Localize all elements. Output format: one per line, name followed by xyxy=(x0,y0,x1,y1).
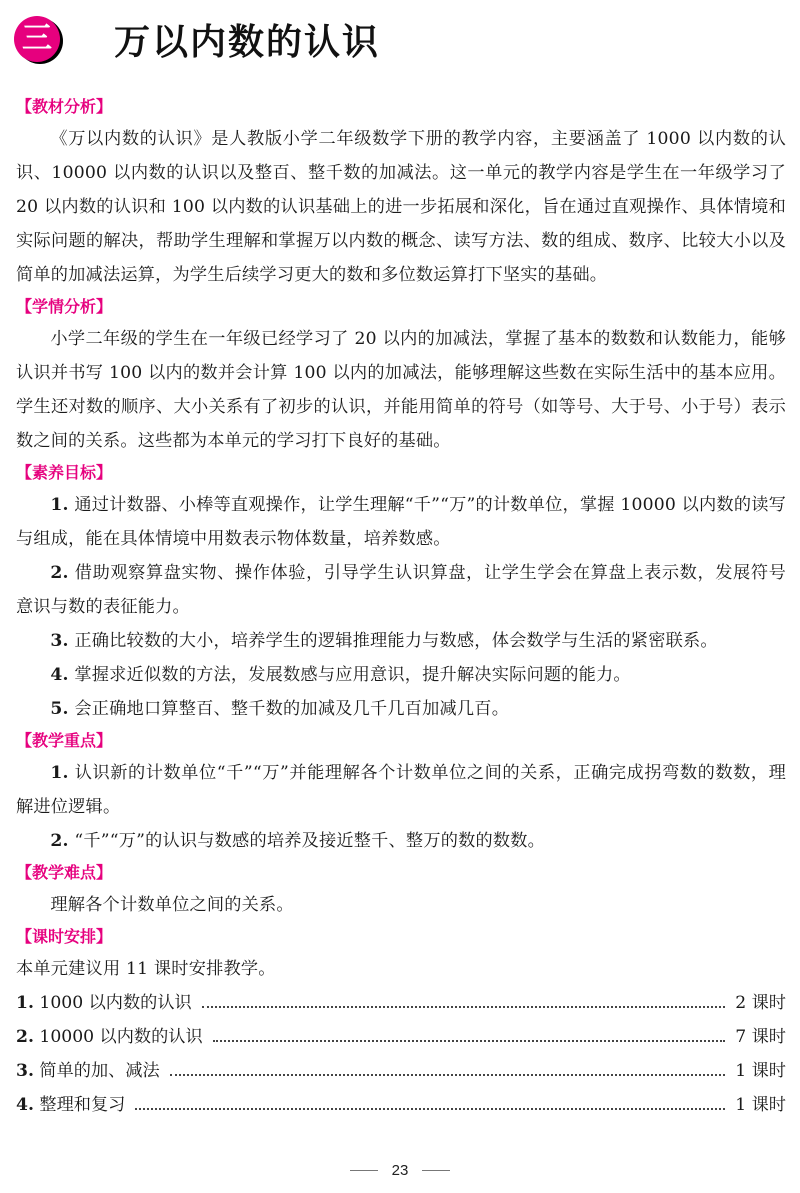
schedule-number: 1. xyxy=(16,993,34,1013)
goal-text: 通过计数器、小棒等直观操作，让学生理解“千”“万”的计数单位，掌握 10000 以内数的读写与组成，能在具体情境中用数表示物体数量，培养数感。 xyxy=(16,495,786,549)
schedule-number: 3. xyxy=(16,1061,34,1081)
schedule-label xyxy=(16,1088,125,1122)
schedule-topic: 10000 以内数的认识 xyxy=(33,1027,203,1047)
schedule-hours: 1 课时 xyxy=(735,1061,786,1081)
goal-text: 会正确地口算整百、整千数的加减及几千几百加减几百。 xyxy=(68,699,510,719)
content-body xyxy=(16,92,786,1122)
schedule-row xyxy=(16,1020,786,1054)
goal-number: 5. xyxy=(50,699,69,719)
schedule-row xyxy=(16,1054,786,1088)
goal-number: 3. xyxy=(50,631,69,651)
dot-leader xyxy=(202,1004,725,1008)
goal-item xyxy=(16,488,786,556)
dot-leader xyxy=(170,1072,725,1076)
chapter-number: 三 xyxy=(22,21,52,56)
schedule-label xyxy=(16,1020,203,1054)
schedule-number: 4. xyxy=(16,1095,34,1115)
heading-teaching-focus: 【教学重点】 xyxy=(16,731,113,750)
schedule-topic: 简单的加、减法 xyxy=(33,1061,160,1081)
learner-analysis-paragraph: 小学二年级的学生在一年级已经学习了 20 以内的加减法，掌握了基本的数数和认数能力，能够认识并书写 100 以内的数并会计算 100 以内的加减法，能够理解这些数在实际生活中的基本应用。学生还对数的顺序、大小关系有了初步的认识，并能用简单的符号（如等号、大于号、小于号）表示数之间的关系。这些都为本单元的学习打下良好的基础。 xyxy=(16,329,786,451)
schedule-row xyxy=(16,986,786,1020)
schedule-number: 2. xyxy=(16,1027,34,1047)
textbook-analysis-paragraph: 《万以内数的认识》是人教版小学二年级数学下册的教学内容，主要涵盖了 1000 以内数的认识、10000 以内数的认识以及整百、整千数的加减法。这一单元的教学内容是学生在一年级学习了 20 以内数的认识和 100 以内数的认识基础上的进一步拓展和深化，旨在通过直观操作、具体情境和实际问题的解决，帮助学生理解和掌握万以内数的概念、读写方法、数的组成、数序、比较大小以及简单的加减法运算，为学生后续学习更大的数和多位数运算打下坚实的基础。 xyxy=(16,129,786,285)
footer-dash-right xyxy=(422,1170,450,1171)
heading-teaching-difficulty: 【教学难点】 xyxy=(16,863,113,882)
footer-dash-left xyxy=(350,1170,378,1171)
difficulty-paragraph: 理解各个计数单位之间的关系。 xyxy=(50,895,294,915)
schedule-hours: 7 课时 xyxy=(735,1027,786,1047)
goal-item xyxy=(16,692,786,726)
chapter-number-badge xyxy=(14,16,60,62)
goal-item xyxy=(16,556,786,624)
heading-textbook-analysis: 【教材分析】 xyxy=(16,97,113,116)
goal-number: 4. xyxy=(50,665,69,685)
focus-number: 1. xyxy=(50,763,69,783)
schedule-hours: 2 课时 xyxy=(735,993,786,1013)
page-number: 23 xyxy=(391,1161,409,1179)
goal-item xyxy=(16,624,786,658)
chapter-title-bar xyxy=(14,14,380,64)
heading-learner-analysis: 【学情分析】 xyxy=(16,297,113,316)
schedule-row xyxy=(16,1088,786,1122)
chapter-title: 万以内数的认识 xyxy=(114,21,381,63)
goal-item xyxy=(16,658,786,692)
focus-number: 2. xyxy=(50,831,69,851)
heading-literacy-goals: 【素养目标】 xyxy=(16,463,113,482)
heading-class-schedule: 【课时安排】 xyxy=(16,927,113,946)
schedule-label xyxy=(16,986,192,1020)
schedule-hours: 1 课时 xyxy=(735,1095,786,1115)
focus-text: 认识新的计数单位“千”“万”并能理解各个计数单位之间的关系，正确完成拐弯数的数数，理解进位逻辑。 xyxy=(16,763,786,817)
schedule-intro: 本单元建议用 11 课时安排教学。 xyxy=(16,959,276,979)
dot-leader xyxy=(135,1106,725,1110)
schedule-topic: 整理和复习 xyxy=(33,1095,126,1115)
focus-item xyxy=(16,824,786,858)
focus-item xyxy=(16,756,786,824)
goal-text: 借助观察算盘实物、操作体验，引导学生认识算盘，让学生学会在算盘上表示数，发展符号意识与数的表征能力。 xyxy=(16,563,786,617)
goal-text: 正确比较数的大小，培养学生的逻辑推理能力与数感，体会数学与生活的紧密联系。 xyxy=(68,631,718,651)
goal-number: 2. xyxy=(50,563,69,583)
dot-leader xyxy=(213,1038,726,1042)
page-footer xyxy=(0,1158,800,1182)
schedule-label xyxy=(16,1054,160,1088)
goal-text: 掌握求近似数的方法，发展数感与应用意识，提升解决实际问题的能力。 xyxy=(68,665,631,685)
focus-text: “千”“万”的认识与数感的培养及接近整千、整万的数的数数。 xyxy=(68,831,546,851)
schedule-topic: 1000 以内数的认识 xyxy=(33,993,192,1013)
goal-number: 1. xyxy=(50,495,69,515)
